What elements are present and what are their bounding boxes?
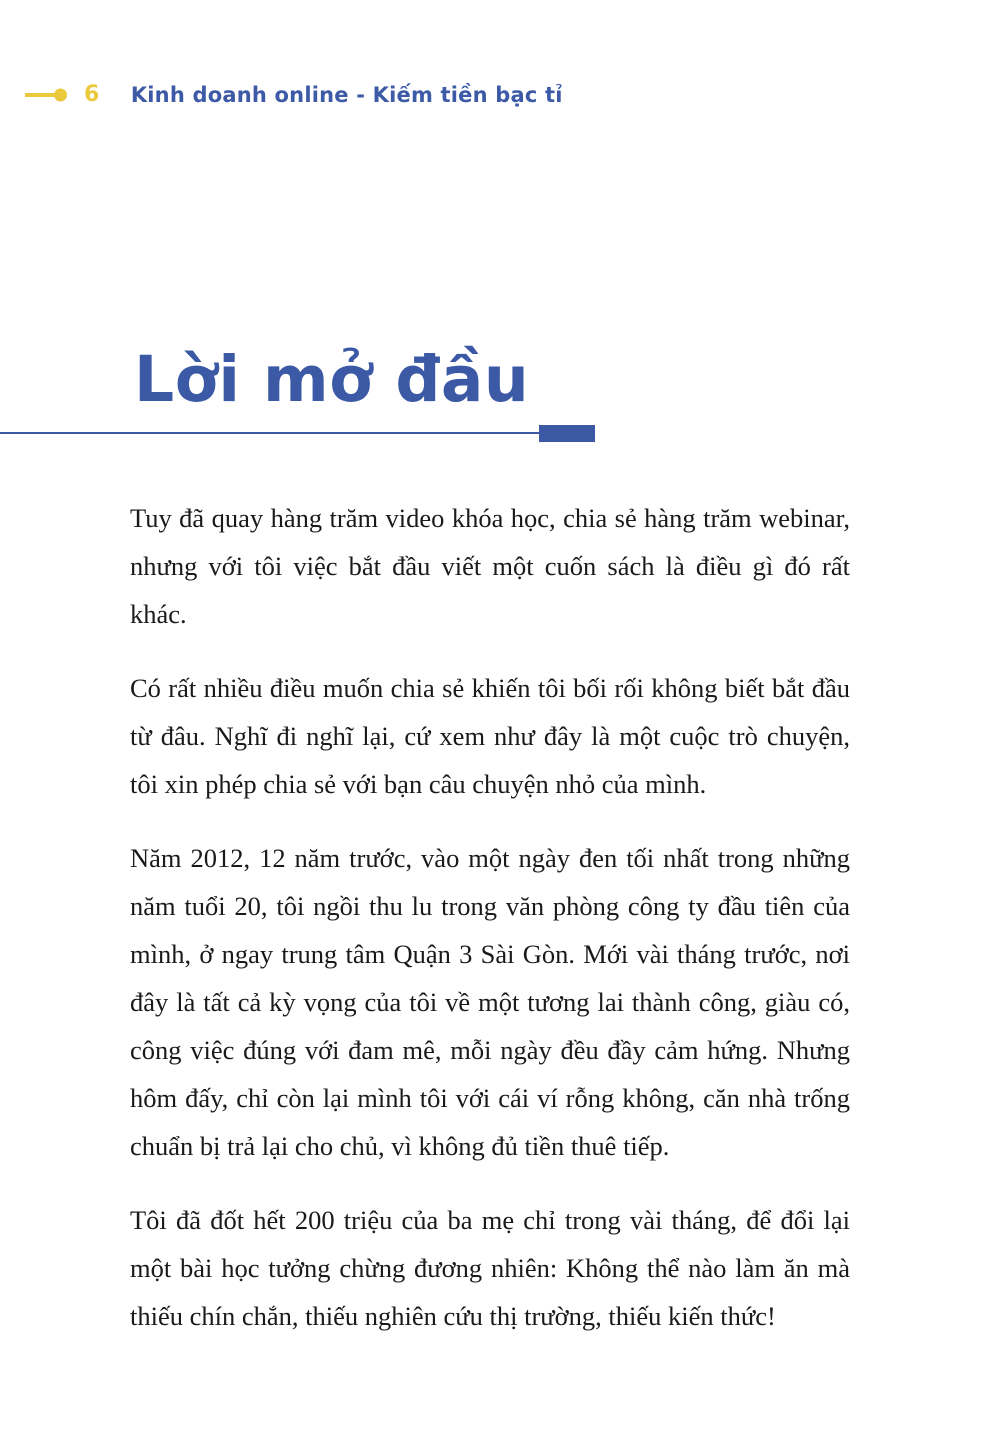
divider-end-block: [539, 425, 595, 442]
paragraph: Tuy đã quay hàng trăm video khóa học, chia sẻ hàng trăm webinar, nhưng với tôi việc bắt đầu viết một cuốn sách là điều gì đó rất khác.: [130, 503, 850, 629]
paragraph: Tôi đã đốt hết 200 triệu của ba mẹ chỉ trong vài tháng, để đổi lại một bài học tưởng chừng đương nhiên: Không thể nào làm ăn mà thiếu chín chắn, thiếu nghiên cứu thị trường, thiếu kiến thức!: [130, 1205, 850, 1331]
paragraph: Có rất nhiều điều muốn chia sẻ khiến tôi bối rối không biết bắt đầu từ đâu. Nghĩ đi nghĩ lại, cứ xem như đây là một cuộc trò chuyện, tôi xin phép chia sẻ với bạn câu chuyện nhỏ của mình.: [130, 673, 850, 799]
body-copy: [130, 494, 850, 1340]
paragraph: Năm 2012, 12 năm trước, vào một ngày đen tối nhất trong những năm tuổi 20, tôi ngồi thu lu trong văn phòng công ty đầu tiên của mình, ở ngay trung tâm Quận 3 Sài Gòn. Mới vài tháng trước, nơi đây là tất cả kỳ vọng của tôi về một tương lai thành công, giàu có, công việc đúng với đam mê, mỗi ngày đều đầy cảm hứng. Nhưng hôm đấy, chỉ còn lại mình tôi với cái ví rỗng không, căn nhà trống chuẩn bị trả lại cho chủ, vì không đủ tiền thuê tiếp.: [130, 843, 850, 1161]
title-divider: [0, 431, 596, 435]
chapter-title: Lời mở đầu: [134, 343, 530, 417]
page-number: 6: [84, 82, 100, 107]
horizontal-rule-with-dot-icon: [25, 93, 58, 97]
divider-thin-rule: [0, 432, 545, 434]
running-header: [0, 78, 1001, 112]
running-header-book-title: Kinh doanh online - Kiếm tiền bạc tỉ: [130, 82, 563, 107]
